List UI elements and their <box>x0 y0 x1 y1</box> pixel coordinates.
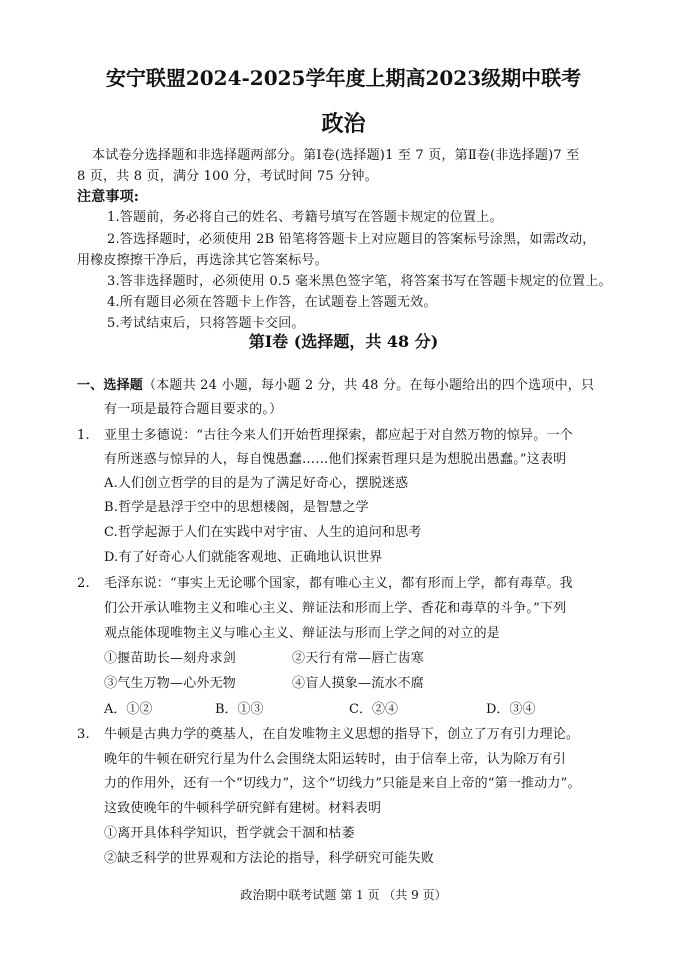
page-footer: 政治期中联考试题 第 1 页 （共 9 页） <box>240 888 447 902</box>
q3-item-2: ②缺乏科学的世界观和方法论的指导，科学研究可能失败 <box>104 851 435 866</box>
intro-line-1: 本试卷分选择题和非选择题两部分。第Ⅰ卷(选择题)1 至 7 页，第Ⅱ卷(非选择题)7 至 <box>92 148 580 163</box>
notice-item-5: 5.考试结束后，只将答题卡交回。 <box>107 316 305 331</box>
section1-desc-cont: 有一项是最符合题目要求的。） <box>104 402 283 417</box>
q1-option-b: B.哲学是悬浮于空中的思想楼阁，是智慧之学 <box>104 500 369 515</box>
notice-item-3: 3.答非选择题时，必须使用 0.5 毫米黑色签字笔，将答案书写在答题卡规定的位置上。 <box>107 274 612 289</box>
notice-item-2-cont: 用橡皮擦擦干净后，再选涂其它答案标号。 <box>77 253 328 268</box>
q2-number: 2. <box>77 576 90 591</box>
q2-choice-c: C．②④ <box>349 702 398 717</box>
q2-item-3: ③气生万物—心外无物 <box>104 676 237 691</box>
q1-number: 1. <box>77 428 90 443</box>
part1-heading: 第Ⅰ卷 (选择题，共 48 分) <box>248 332 439 351</box>
q1-stem-1: 亚里士多德说：“古往今来人们开始哲理探索，都应起于对自然万物的惊异。一个 <box>104 428 573 443</box>
q2-item-4: ④盲人摸象—流水不腐 <box>292 676 425 691</box>
subject-title: 政治 <box>321 111 366 137</box>
q1-stem-2: 有所迷惑与惊异的人，每自愧愚蠢……他们探索哲理只是为想脱出愚蠢。”这表明 <box>104 452 567 467</box>
q2-item-2: ②天行有常—唇亡齿寒 <box>292 651 425 666</box>
notice-item-2: 2.答选择题时，必须使用 2B 铅笔将答题卡上对应题目的答案标号涂黑，如需改动， <box>107 232 596 247</box>
section1-label: 一、选择题 <box>77 378 144 393</box>
section1-desc: （本题共 24 小题，每小题 2 分，共 48 分。在每小题给出的四个选项中，只 <box>143 378 595 393</box>
q2-stem-3: 观点能体现唯物主义与唯心主义、辩证法与形而上学之间的对立的是 <box>104 626 501 641</box>
q1-option-a: A.人们创立哲学的目的是为了满足好奇心，摆脱迷惑 <box>104 476 409 491</box>
q3-stem-3: 力的作用外，还有一个“切线力”，这个“切线力”只能是来自上帝的“第一推动力”。 <box>104 776 581 791</box>
q2-stem-2: 们公开承认唯物主义和唯心主义、辩证法和形而上学、香花和毒草的斗争。”下列 <box>104 601 567 616</box>
q3-stem-2: 晚年的牛顿在研究行星为什么会围绕太阳运转时，由于信奉上帝，认为除万有引 <box>104 752 567 767</box>
q3-number: 3. <box>77 727 90 742</box>
q2-choice-b: B．①③ <box>215 702 264 717</box>
q2-choice-d: D．③④ <box>486 702 536 717</box>
q1-option-d: D.有了好奇心人们就能客观地、正确地认识世界 <box>104 550 383 565</box>
notice-item-1: 1.答题前，务必将自己的姓名、考籍号填写在答题卡规定的位置上。 <box>107 210 503 225</box>
q1-option-c: C.哲学起源于人们在实践中对宇宙、人生的追问和思考 <box>104 525 422 540</box>
q2-choice-a: A．①② <box>104 702 153 717</box>
notice-item-4: 4.所有题目必须在答题卡上作答，在试题卷上答题无效。 <box>107 295 437 310</box>
notice-heading: 注意事项: <box>77 189 140 205</box>
exam-title: 安宁联盟2024-2025学年度上期高2023级期中联考 <box>105 66 582 90</box>
q2-stem-1: 毛泽东说：“事实上无论哪个国家，都有唯心主义，都有形而上学，都有毒草。我 <box>104 576 573 591</box>
section1-intro <box>77 377 594 395</box>
q3-stem-4: 这致使晚年的牛顿科学研究鲜有建树。材料表明 <box>104 801 382 816</box>
q3-stem-1: 牛顿是古典力学的奠基人，在自发唯物主义思想的指导下，创立了万有引力理论。 <box>104 727 580 742</box>
q3-item-1: ①离开具体科学知识，哲学就会干涸和枯萎 <box>104 826 355 841</box>
intro-line-2: 8 页，共 8 页，满分 100 分，考试时间 75 分钟。 <box>77 169 378 184</box>
q2-item-1: ①揠苗助长—刻舟求剑 <box>104 651 237 666</box>
